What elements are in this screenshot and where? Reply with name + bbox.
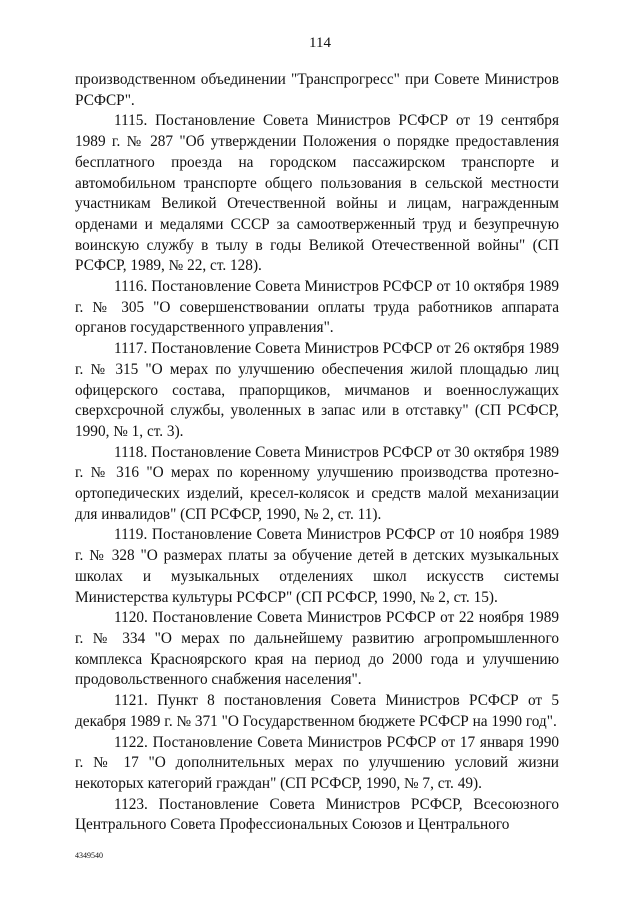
paragraph-1120: 1120. Постановление Совета Министров РСФСР от 22 ноября 1989 г. № 334 "О мерах по дальнейшему развитию агропромышленного комплекса Красноярского края на период до 2000 года и улучшению продовольственного снабжения населения". [75,609,559,689]
paragraph-1118: 1118. Постановление Совета Министров РСФСР от 30 октября 1989 г. № 316 "О мерах по коренному улучшению производства протезно-ортопедических изделий, кресел-колясок и средств малой механизации для инвалидов" (СП РСФСР, 1990, № 2, ст. 11). [75,443,559,523]
paragraph-1119: 1119. Постановление Совета Министров РСФСР от 10 ноября 1989 г. № 328 "О размерах платы за обучение детей в детских музыкальных школах и музыкальных отделениях школ искусств системы Министерства культуры РСФСР" (СП РСФСР, 1990, № 2, ст. 15). [75,526,559,606]
document-id: 4349540 [75,851,103,860]
paragraph-continuation: производственном объединении "Транспрогресс" при Совете Министров РСФСР". [75,71,559,109]
paragraph-1117: 1117. Постановление Совета Министров РСФСР от 26 октября 1989 г. № 315 "О мерах по улучшению обеспечения жилой площадью лиц офицерского состава, прапорщиков, мичманов и военнослужащих сверхсрочной службы, уволенных в запас или в отставку" (СП РСФСР, 1990, № 1, ст. 3). [75,340,559,440]
paragraph-1115: 1115. Постановление Совета Министров РСФСР от 19 сентября 1989 г. № 287 "Об утверждении Положения о порядке предоставления бесплатного проезда на городском пассажирском транспорте и автомобильном транспорте общего пользования в сельской местности участникам Великой Отечественной войны и лицам, награжденным орденами и медалями СССР за самоотверженный труд и безупречную воинскую службу в тылу в годы Великой Отечественной войны" (СП РСФСР, 1989, № 22, ст. 128). [75,112,559,275]
page-number: 114 [309,35,331,51]
paragraph-1122: 1122. Постановление Совета Министров РСФСР от 17 января 1990 г. № 17 "О дополнительных мерах по улучшению условий жизни некоторых категорий граждан" (СП РСФСР, 1990, № 7, ст. 49). [75,733,559,792]
paragraph-1121: 1121. Пункт 8 постановления Совета Министров РСФСР от 5 декабря 1989 г. № 371 "О Государственном бюджете РСФСР на 1990 год". [75,692,559,730]
document-body [75,70,559,836]
paragraph-1123: 1123. Постановление Совета Министров РСФСР, Всесоюзного Центрального Совета Профессиональных Союзов и Центрального [75,795,559,834]
paragraph-1116: 1116. Постановление Совета Министров РСФСР от 10 октября 1989 г. № 305 "О совершенствовании оплаты труда работников аппарата органов государственного управления". [75,278,559,337]
